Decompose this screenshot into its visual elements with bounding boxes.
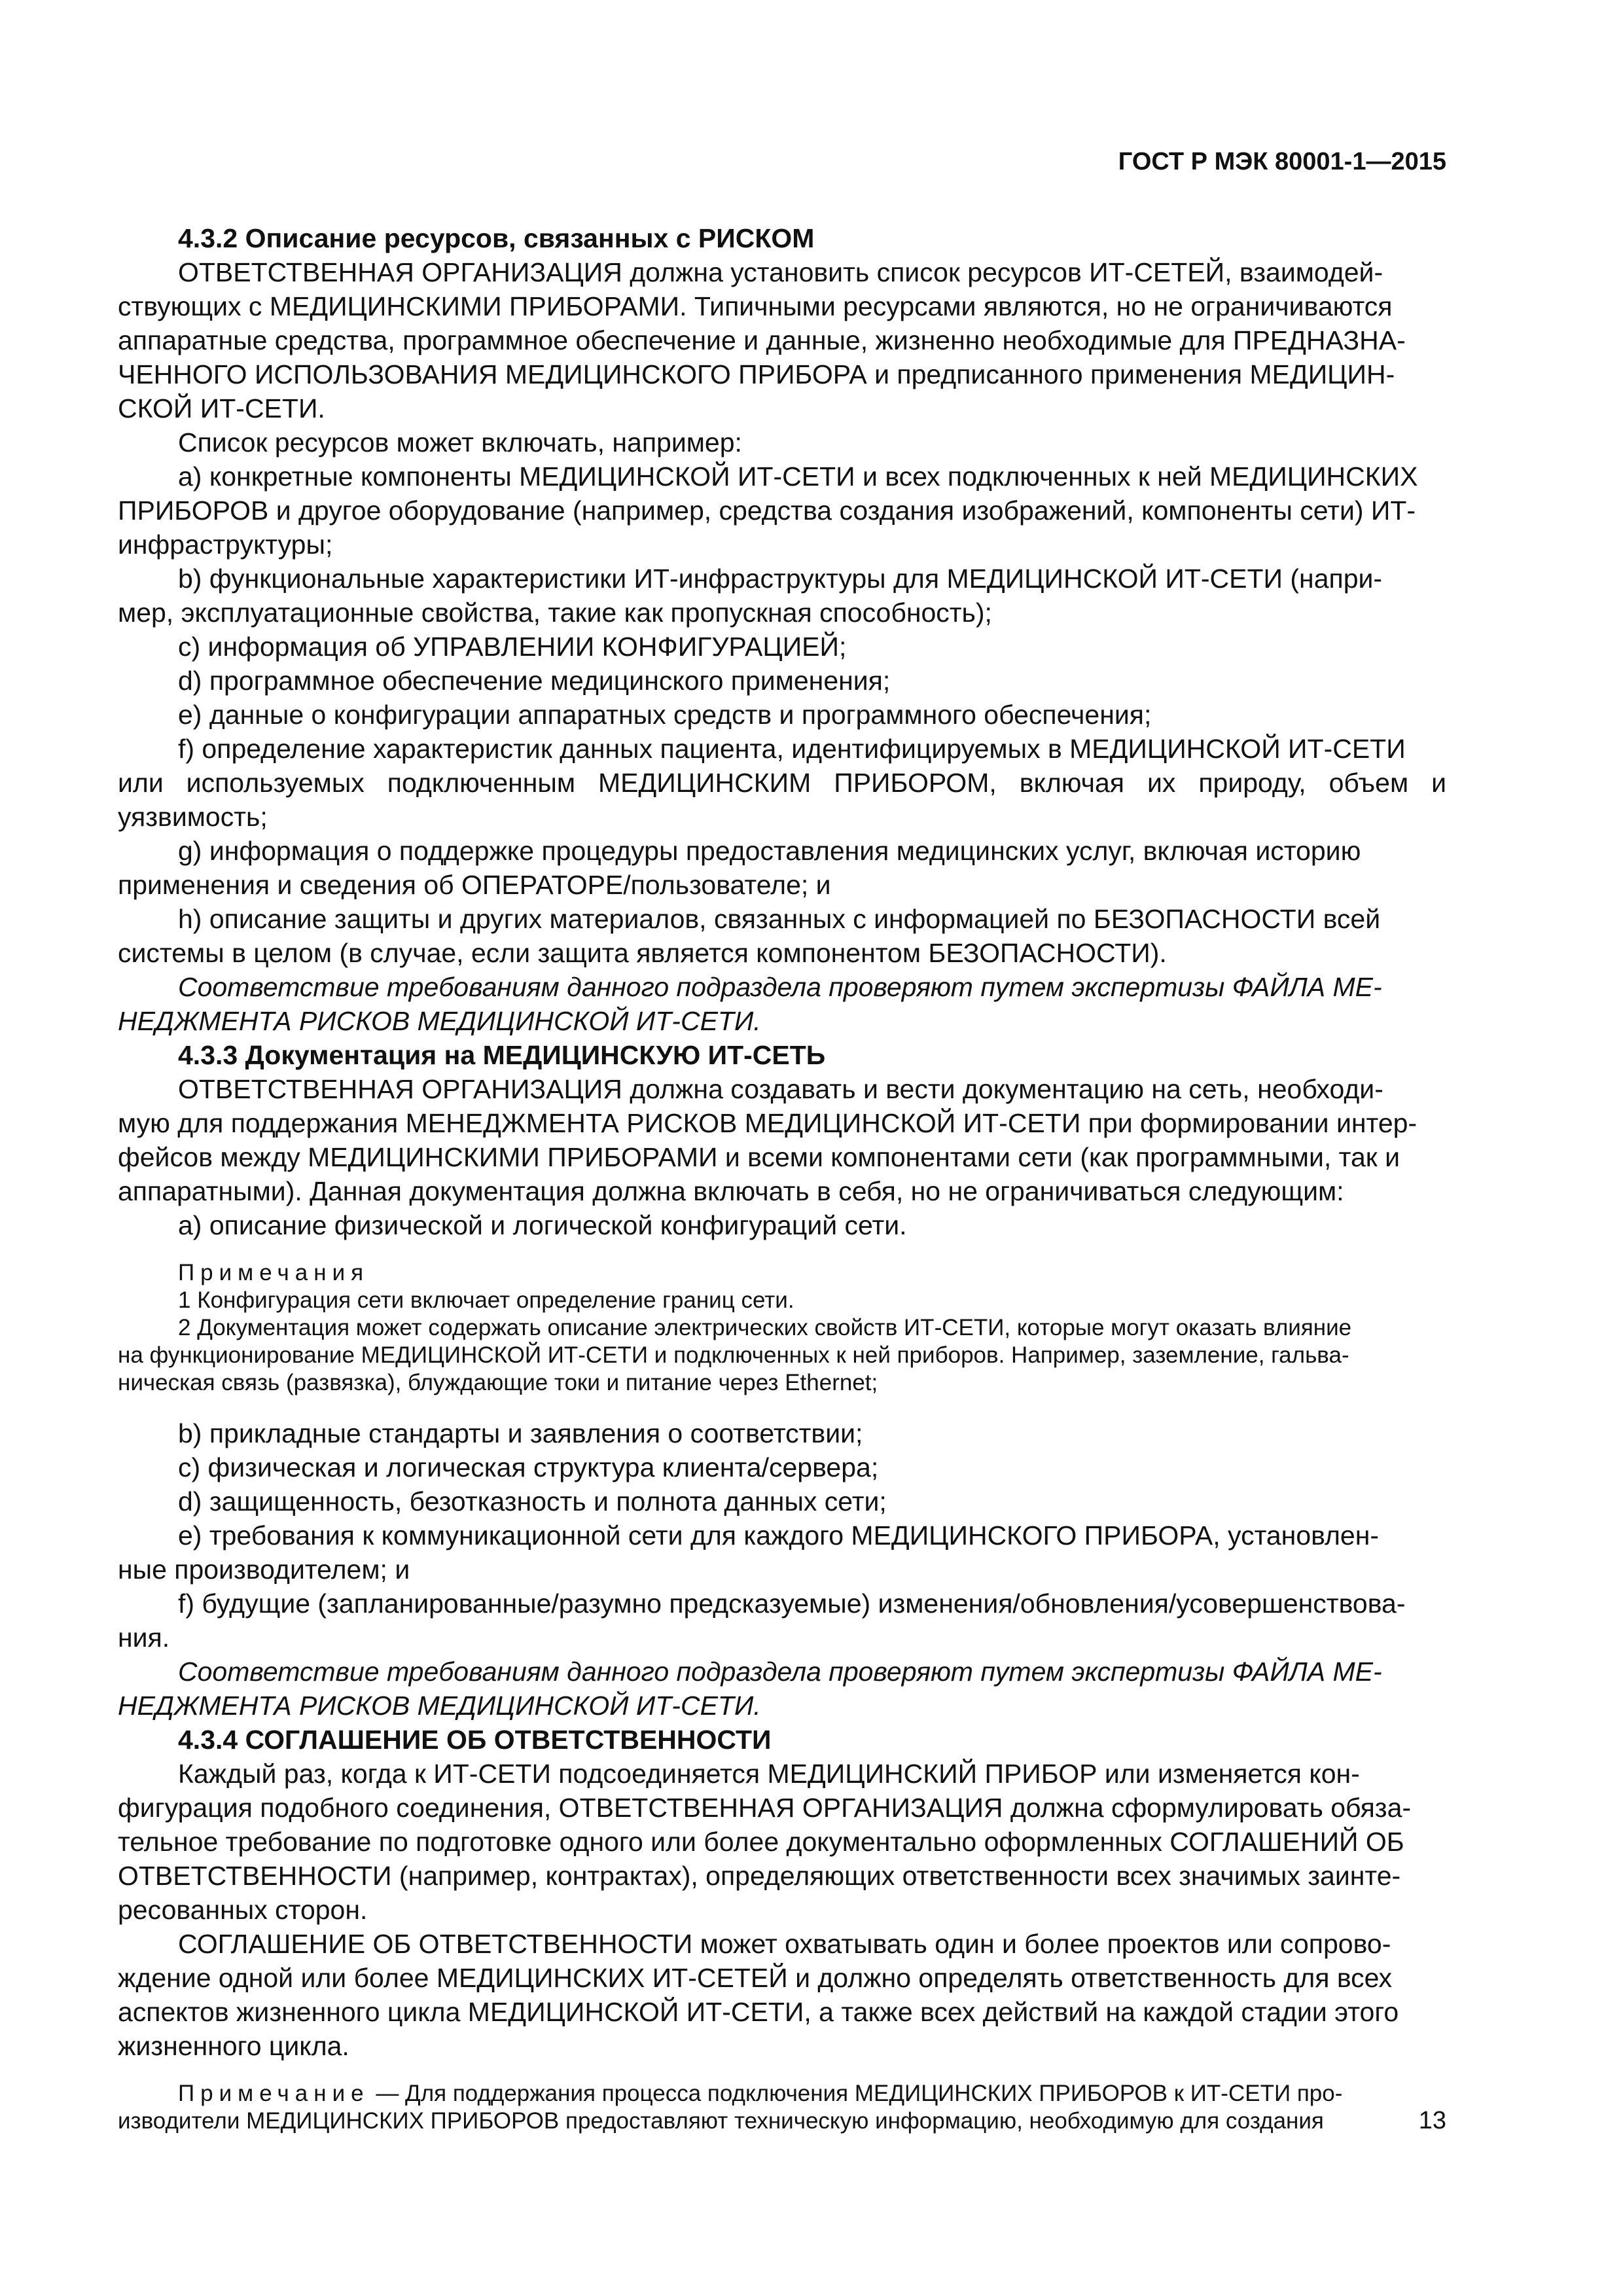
list-item-e: e) требования к коммуникационной сети для каждого МЕДИЦИНСКОГО ПРИБОРА, установлен- ные производителем; и (118, 1520, 1379, 1585)
section-4-3-4-title: 4.3.4 СОГЛАШЕНИЕ ОБ ОТВЕТСТВЕННОСТИ (178, 1725, 772, 1755)
list-item-d: d) защищенность, безотказность и полнота данных сети; (178, 1486, 887, 1516)
section-4-3-2-paragraph-1: ОТВЕТСТВЕННАЯ ОРГАНИЗАЦИЯ должна установить список ресурсов ИТ-СЕТЕЙ, взаимодей- ствующих с МЕДИЦИНСКИМИ ПРИБОРАМИ. Типичными ресурсами являются, но не ограничиваются аппаратные средства, программное обеспечение и данные, жизненно необходимые для ПРЕДНАЗНА- ЧЕННОГО ИСПОЛЬЗОВАНИЯ МЕДИЦИНСКОГО ПРИБОРА и предписанного применения МЕДИЦИН- СКОЙ ИТ-СЕТИ. (118, 257, 1406, 423)
compliance-statement: Соответствие требованиям данного подраздела проверяют путем экспертизы ФАЙЛА МЕ- НЕДЖМЕНТА РИСКОВ МЕДИЦИНСКОЙ ИТ-СЕТИ. (118, 972, 1382, 1036)
list-item-a: a) конкретные компоненты МЕДИЦИНСКОЙ ИТ-СЕТИ и всех подключенных к ней МЕДИЦИНСКИХ ПРИБОРОВ и другое оборудование (например, средства создания изображений, компоненты сети) ИТ- инфраструктуры; (118, 461, 1418, 560)
list-item-e: e) данные о конфигурации аппаратных средств и программного обеспечения; (178, 700, 1152, 730)
section-4-3-4-paragraph-2: СОГЛАШЕНИЕ ОБ ОТВЕТСТВЕННОСТИ может охватывать один и более проектов или сопрово- ждение одной или более МЕДИЦИНСКИХ ИТ-СЕТЕЙ и должно определять ответственность для всех аспектов жизненного цикла МЕДИЦИНСКОЙ ИТ-СЕТИ, а также всех действий на каждой стадии этого жизненного цикла. (118, 1929, 1399, 2061)
section-4-3-2-title: 4.3.2 Описание ресурсов, связанных с РИСКОМ (178, 223, 815, 253)
note-2: 2 Документация может содержать описание электрических свойств ИТ-СЕТИ, которые могут оказать влияние на функционирование МЕДИЦИНСКОЙ ИТ-СЕТИ и подключенных к ней приборов. Например, заземление, гальва- ническая связь (развязка), блуждающие токи и питание через Ethernet; (118, 1315, 1352, 1395)
list-item-h: h) описание защиты и других материалов, связанных с информацией по БЕЗОПАСНОСТИ всей системы в целом (в случае, если защита является компонентом БЕЗОПАСНОСТИ). (118, 904, 1381, 968)
list-item-c: c) физическая и логическая структура клиента/сервера; (178, 1452, 879, 1482)
page-body (118, 221, 1446, 2135)
list-item-b: b) прикладные стандарты и заявления о соответствии; (178, 1418, 863, 1448)
list-item-f: f) определение характеристик данных пациента, идентифицируемых в МЕДИЦИНСКОЙ ИТ-СЕТИ или используемых подключенным МЕДИЦИНСКИМ ПРИБОРОМ, включая их природу, объем и уязвимость; (118, 734, 1446, 832)
section-4-3-3-title: 4.3.3 Документация на МЕДИЦИНСКУЮ ИТ-СЕТЬ (178, 1040, 826, 1070)
notes-label: Примечания (178, 1260, 370, 1285)
list-item-g: g) информация о поддержке процедуры предоставления медицинских услуг, включая историю применения и сведения об ОПЕРАТОРЕ/пользователе; и (118, 836, 1361, 900)
section-4-3-2-paragraph-2: Список ресурсов может включать, например: (178, 427, 742, 457)
note-label: Примечание (178, 2081, 370, 2106)
compliance-statement: Соответствие требованиям данного подраздела проверяют путем экспертизы ФАЙЛА МЕ- НЕДЖМЕНТА РИСКОВ МЕДИЦИНСКОЙ ИТ-СЕТИ. (118, 1657, 1382, 1721)
list-item-f: f) будущие (запланированные/разумно предсказуемые) изменения/обновления/усовершенствова- ния. (118, 1588, 1406, 1653)
section-4-3-3-paragraph-1: ОТВЕТСТВЕННАЯ ОРГАНИЗАЦИЯ должна создавать и вести документацию на сеть, необходи- мую для поддержания МЕНЕДЖМЕНТА РИСКОВ МЕДИЦИНСКОЙ ИТ-СЕТИ при формировании интер- фейсов между МЕДИЦИНСКИМИ ПРИБОРАМИ и всеми компонентами сети (как программными, так и аппаратными). Данная документация должна включать в себя, но не ограничиваться следующим: (118, 1074, 1418, 1206)
note-1: 1 Конфигурация сети включает определение границ сети. (178, 1287, 794, 1313)
final-note (118, 2080, 1446, 2135)
list-item-b: b) функциональные характеристики ИТ-инфраструктуры для МЕДИЦИНСКОЙ ИТ-СЕТИ (напри- мер, эксплуатационные свойства, такие как пропускная способность); (118, 564, 1383, 628)
document-header: ГОСТ Р МЭК 80001-1—2015 (1118, 148, 1446, 175)
list-item-d: d) программное обеспечение медицинского применения; (178, 666, 891, 696)
note-text: — Для поддержания процесса подключения МЕДИЦИНСКИХ ПРИБОРОВ к ИТ-СЕТИ про- изводители МЕДИЦИНСКИХ ПРИБОРОВ предоставляют техническую информацию, необходимую для создания (118, 2081, 1343, 2134)
list-item-c: c) информация об УПРАВЛЕНИИ КОНФИГУРАЦИЕЙ; (178, 632, 847, 662)
list-item-a: a) описание физической и логической конфигураций сети. (178, 1210, 907, 1240)
section-4-3-4-paragraph-1: Каждый раз, когда к ИТ-СЕТИ подсоединяется МЕДИЦИНСКИЙ ПРИБОР или изменяется кон- фигурация подобного соединения, ОТВЕТСТВЕННАЯ ОРГАНИЗАЦИЯ должна сформулировать обяза- тельное требование по подготовке одного или более документально оформленных СОГЛАШЕНИЙ ОБ ОТВЕТСТВЕННОСТИ (например, контрактах), определяющих ответственности всех значимых заинте- ресованных сторон. (118, 1759, 1412, 1925)
page-number: 13 (1418, 2107, 1446, 2134)
